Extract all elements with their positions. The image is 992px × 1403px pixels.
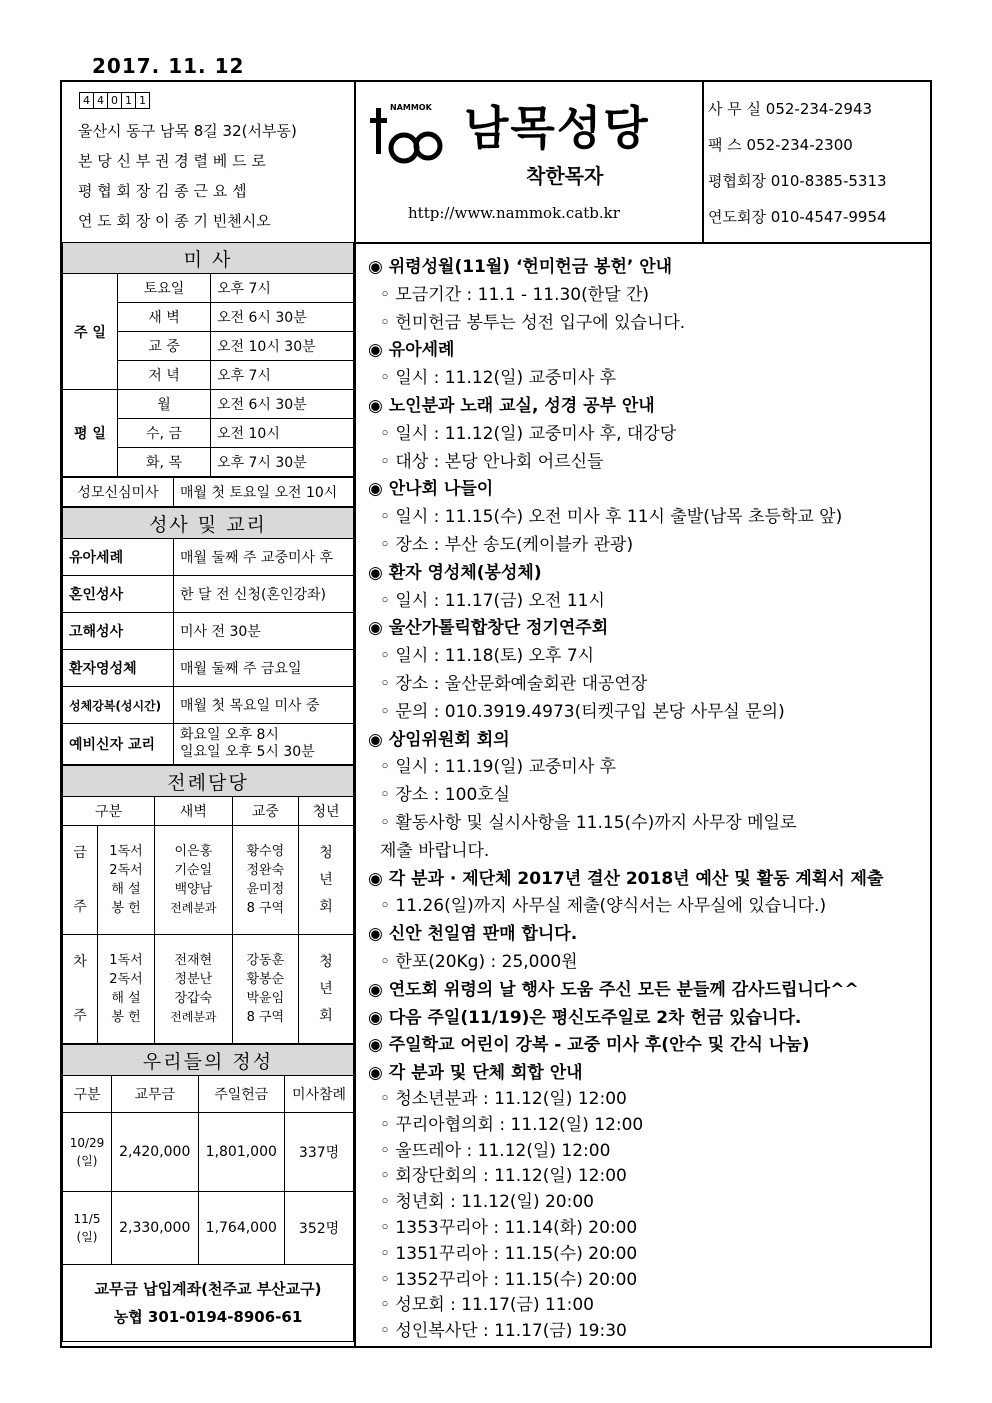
liturgy-main: 황수영 정완숙 윤미정 8 구역 bbox=[232, 826, 298, 935]
liturgy-header: 청년 bbox=[299, 797, 354, 826]
notice-item: ◦ 일시 : 11.15(수) 오전 미사 후 11시 출발(남목 초등학교 앞) bbox=[380, 507, 843, 528]
notice-item: ◦ 일시 : 11.18(토) 오후 7시 bbox=[380, 646, 595, 667]
postal-digit: 4 bbox=[79, 92, 94, 109]
sacraments-table bbox=[62, 507, 354, 765]
liturgy-main: 강동훈 황봉순 박윤임 8 구역 bbox=[232, 935, 298, 1044]
sunday-label: 주 일 bbox=[63, 274, 118, 390]
motto: 착한목자 bbox=[526, 164, 604, 188]
notice-item: ◦ 회장단회의 : 11.12(일) 12:00 bbox=[380, 1166, 627, 1187]
sacrament-name: 유아세례 bbox=[63, 539, 174, 576]
logo-text: NAMMOK bbox=[390, 103, 432, 112]
account-number: 농협 301-0194-8906-61 bbox=[113, 1308, 303, 1326]
postal-code bbox=[79, 92, 149, 109]
offering-attendance: 337명 bbox=[285, 1113, 354, 1192]
notice-item: ◦ 청소년분과 : 11.12(일) 12:00 bbox=[380, 1089, 627, 1109]
liturgy-table bbox=[62, 765, 354, 1044]
notice-heading: ◉ 안나회 나들이 bbox=[368, 479, 494, 500]
sacrament-desc: 매월 둘째 주 교중미사 후 bbox=[174, 539, 354, 576]
notice-item: ◦ 문의 : 010.3919.4973(티켓구입 본당 사무실 문의) bbox=[380, 701, 785, 722]
notice-heading: ◉ 상임위원회 회의 bbox=[368, 729, 510, 750]
notice-heading: ◉ 신안 천일염 판매 합니다. bbox=[368, 924, 578, 945]
sacrament-name: 고해성사 bbox=[63, 613, 174, 650]
mass-day: 월 bbox=[118, 390, 211, 419]
sacraments-title: 성사 및 교리 bbox=[63, 508, 354, 539]
notice-item: ◦ 장소 : 부산 송도(케이블카 관광) bbox=[380, 535, 634, 555]
address: 울산시 동구 남목 8길 32(서부동) bbox=[78, 122, 297, 140]
priest: 본 당 신 부 권 경 렬 베 드 로 bbox=[78, 152, 266, 170]
council-head: 평 협 회 장 김 종 근 요 셉 bbox=[78, 182, 247, 200]
notice-item: ◦ 장소 : 울산문화예술회관 대공연장 bbox=[380, 674, 648, 694]
postal-digit: 1 bbox=[135, 92, 150, 109]
notice-item: ◦ 활동사항 및 실시사항을 11.15(수)까지 사무장 메일로 bbox=[380, 813, 797, 833]
postal-digit: 1 bbox=[121, 92, 136, 109]
special-mass-label: 성모신심미사 bbox=[63, 478, 174, 507]
notice-heading: ◉ 각 분과 · 제단체 2017년 결산 2018년 예산 및 활동 계획서 제출 bbox=[368, 868, 884, 889]
liturgy-header: 교중 bbox=[232, 797, 298, 826]
notice-item: ◦ 대상 : 본당 안나회 어르신들 bbox=[380, 451, 604, 472]
notice-item: ◦ 1351꾸리아 : 11.15(수) 20:00 bbox=[380, 1243, 638, 1264]
notice-item: ◦ 일시 : 11.12(일) 교중미사 후 bbox=[380, 368, 617, 389]
sacrament-name: 혼인성사 bbox=[63, 576, 174, 613]
header-title bbox=[356, 82, 704, 242]
church-name: 남목성당 bbox=[464, 101, 650, 155]
sacrament-desc: 한 달 전 신청(혼인강좌) bbox=[174, 576, 354, 613]
elder-head: 연 도 회 장 이 종 기 빈첸시오 bbox=[78, 212, 271, 230]
mass-time: 오전 10시 bbox=[211, 419, 354, 448]
sacrament-desc: 미사 전 30분 bbox=[174, 613, 354, 650]
notice-heading: ◉ 환자 영성체(봉성체) bbox=[368, 562, 542, 583]
account-title: 교무금 납입계좌(천주교 부산교구) bbox=[94, 1280, 322, 1298]
offering-header: 미사참례 bbox=[285, 1076, 354, 1113]
contact-fax: 팩 스 052-234-2300 bbox=[708, 136, 853, 154]
catechumen-label: 예비신자 교리 bbox=[63, 724, 174, 765]
mass-time: 오전 10시 30분 bbox=[211, 332, 354, 361]
notices-column bbox=[356, 242, 930, 1348]
mass-day: 교 중 bbox=[118, 332, 211, 361]
account-info bbox=[63, 1265, 354, 1342]
offering-amount: 1,801,000 bbox=[198, 1113, 285, 1192]
notice-item: ◦ 한포(20Kg) : 25,000원 bbox=[380, 952, 578, 972]
special-mass-table bbox=[62, 477, 354, 507]
website-url[interactable]: http://www.nammok.catb.kr bbox=[408, 204, 620, 222]
notice-item: ◦ 일시 : 11.12(일) 교중미사 후, 대강당 bbox=[380, 423, 677, 444]
notice-item: ◦ 성모회 : 11.17(금) 11:00 bbox=[380, 1295, 594, 1316]
mass-day: 수, 금 bbox=[118, 419, 211, 448]
liturgy-header: 구분 bbox=[63, 797, 155, 826]
offerings-table bbox=[62, 1044, 354, 1342]
bulletin-date: 2017. 11. 12 bbox=[92, 54, 245, 78]
weekday-label: 평 일 bbox=[63, 390, 118, 477]
left-column bbox=[62, 242, 356, 1348]
bulletin-frame bbox=[60, 80, 932, 1348]
mass-time: 오전 6시 30분 bbox=[211, 390, 354, 419]
this-week-label: 금 주 bbox=[63, 826, 98, 935]
notice-heading: ◉ 유아세례 bbox=[368, 340, 455, 361]
contact-council: 평협회장 010-8385-5313 bbox=[708, 172, 887, 190]
offering-header: 교무금 bbox=[112, 1076, 199, 1113]
special-mass-time: 매월 첫 토요일 오전 10시 bbox=[174, 478, 354, 507]
liturgy-youth: 청 년 회 bbox=[299, 826, 354, 935]
notice-item: ◦ 헌미헌금 봉투는 성전 입구에 있습니다. bbox=[380, 312, 686, 333]
notice-heading: ◉ 각 분과 및 단체 회합 안내 bbox=[368, 1063, 583, 1084]
liturgy-dawn: 전재현 정분난 장갑숙 전례분과 bbox=[155, 935, 233, 1044]
sacrament-desc: 매월 둘째 주 금요일 bbox=[174, 650, 354, 687]
notice-heading: ◉ 위령성월(11월) ‘헌미헌금 봉헌’ 안내 bbox=[368, 257, 673, 277]
liturgy-title: 전례담당 bbox=[63, 766, 354, 797]
notice-heading: ◉ 다음 주일(11/19)은 평신도주일로 2차 헌금 있습니다. bbox=[368, 1007, 802, 1028]
sacrament-name: 성체강복(성시간) bbox=[63, 687, 174, 724]
offering-header: 주일헌금 bbox=[198, 1076, 285, 1113]
mass-title: 미 사 bbox=[63, 243, 354, 274]
next-week-label: 차 주 bbox=[63, 935, 98, 1044]
liturgy-header: 새벽 bbox=[155, 797, 233, 826]
notice-heading: ◉ 노인분과 노래 교실, 성경 공부 안내 bbox=[368, 396, 655, 416]
offering-dues: 2,330,000 bbox=[112, 1192, 199, 1265]
offering-date: 10/29 (일) bbox=[63, 1113, 112, 1192]
mass-day: 저 녁 bbox=[118, 361, 211, 390]
header-info bbox=[62, 82, 356, 242]
header bbox=[62, 82, 930, 244]
notice-item: ◦ 1353꾸리아 : 11.14(화) 20:00 bbox=[380, 1218, 638, 1238]
mass-day: 새 벽 bbox=[118, 303, 211, 332]
offering-attendance: 352명 bbox=[285, 1192, 354, 1265]
offering-date: 11/5 (일) bbox=[63, 1192, 112, 1265]
notice-item: ◦ 일시 : 11.19(일) 교중미사 후 bbox=[380, 757, 617, 778]
liturgy-roles: 1독서 2독서 해 설 봉 헌 bbox=[98, 935, 155, 1044]
liturgy-dawn: 이은홍 기순일 백양남 전례분과 bbox=[155, 826, 233, 935]
mass-day: 화, 목 bbox=[118, 448, 211, 477]
mass-time: 오후 7시 30분 bbox=[211, 448, 354, 477]
postal-digit: 0 bbox=[107, 92, 122, 109]
offering-header: 구분 bbox=[63, 1076, 112, 1113]
mass-time: 오후 7시 bbox=[211, 361, 354, 390]
postal-digit: 4 bbox=[93, 92, 108, 109]
mass-time: 오후 7시 bbox=[211, 274, 354, 303]
notice-item: ◦ 장소 : 100호실 bbox=[380, 785, 511, 806]
church-logo-icon bbox=[370, 98, 450, 168]
notice-item: ◦ 모금기간 : 11.1 - 11.30(한달 간) bbox=[380, 284, 650, 305]
notice-item: ◦ 울뜨레아 : 11.12(일) 12:00 bbox=[380, 1140, 611, 1161]
offering-amount: 1,764,000 bbox=[198, 1192, 285, 1265]
notice-item: ◦ 청년회 : 11.12(일) 20:00 bbox=[380, 1192, 594, 1213]
notice-item: ◦ 꾸리아협의회 : 11.12(일) 12:00 bbox=[380, 1114, 644, 1135]
offerings-title: 우리들의 정성 bbox=[63, 1045, 354, 1076]
mass-time: 오전 6시 30분 bbox=[211, 303, 354, 332]
mass-table bbox=[62, 242, 354, 477]
liturgy-roles: 1독서 2독서 해 설 봉 헌 bbox=[98, 826, 155, 935]
mass-day: 토요일 bbox=[118, 274, 211, 303]
catechumen-times: 화요일 오후 8시 일요일 오후 5시 30분 bbox=[174, 724, 354, 765]
notice-item: ◦ 11.26(일)까지 사무실 제출(양식서는 사무실에 있습니다.) bbox=[380, 896, 827, 917]
notice-item: 제출 바랍니다. bbox=[380, 840, 490, 861]
notice-item: ◦ 일시 : 11.17(금) 오전 11시 bbox=[380, 590, 605, 611]
notice-item: ◦ 성인복사단 : 11.17(금) 19:30 bbox=[380, 1321, 627, 1342]
contacts bbox=[704, 82, 930, 242]
sacrament-name: 환자영성체 bbox=[63, 650, 174, 687]
contact-office: 사 무 실 052-234-2943 bbox=[708, 100, 873, 118]
notice-heading: ◉ 울산가톨릭합창단 정기연주회 bbox=[368, 618, 609, 639]
notice-heading: ◉ 주일학교 어린이 강복 - 교중 미사 후(안수 및 간식 나눔) bbox=[368, 1035, 810, 1056]
sacrament-desc: 매월 첫 목요일 미사 중 bbox=[174, 687, 354, 724]
contact-elder: 연도회장 010-4547-9954 bbox=[708, 208, 887, 226]
notice-item: ◦ 1352꾸리아 : 11.15(수) 20:00 bbox=[380, 1269, 638, 1290]
liturgy-youth: 청 년 회 bbox=[299, 935, 354, 1044]
offering-dues: 2,420,000 bbox=[112, 1113, 199, 1192]
notice-heading: ◉ 연도회 위령의 날 행사 도움 주신 모든 분들께 감사드립니다^^ bbox=[368, 979, 859, 1000]
